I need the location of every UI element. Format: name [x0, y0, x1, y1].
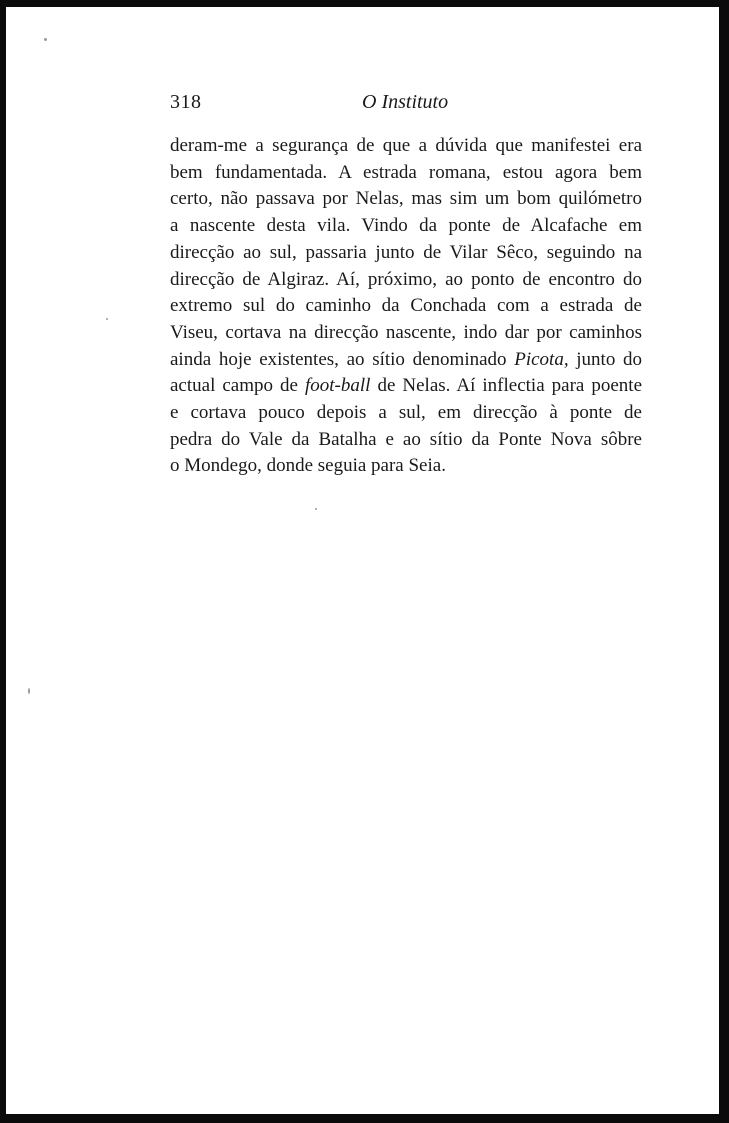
- text-line: actual campo de foot-ball de Nelas. Aí inflectia para poente: [170, 375, 642, 397]
- text-line: direcção ao sul, passaria junto de Vilar Sêco, seguindo na: [170, 241, 642, 263]
- text-line: ainda hoje existentes, ao sítio denominado Picota, junto do: [170, 348, 642, 370]
- text-line: direcção de Algiraz. Aí, próximo, ao ponto de encontro do: [170, 268, 642, 290]
- text-line: e cortava pouco depois a sul, em direcção à ponte de: [170, 402, 642, 424]
- text-line: pedra do Vale da Batalha e ao sítio da Ponte Nova sôbre: [170, 428, 642, 450]
- running-title: O Instituto: [362, 91, 449, 113]
- scan-speck: [106, 318, 108, 320]
- body-text: [170, 133, 642, 480]
- text-line: bem fundamentada. A estrada romana, estou agora bem: [170, 161, 642, 183]
- text-line: certo, não passava por Nelas, mas sim um bom quilómetro: [170, 188, 642, 210]
- scan-speck: [315, 508, 317, 510]
- scan-speck: [44, 38, 47, 41]
- italic-term: foot-ball: [304, 375, 371, 397]
- text-line: Viseu, cortava na direcção nascente, indo dar por caminhos: [170, 321, 642, 343]
- page-number: 318: [170, 91, 202, 113]
- text-line-last: o Mondego, donde seguia para Seia.: [170, 455, 446, 477]
- text-line: a nascente desta vila. Vindo da ponte de Alcafache em: [170, 215, 642, 237]
- text-line: extremo sul do caminho da Conchada com a estrada de: [170, 295, 642, 317]
- text-line: deram-me a segurança de que a dúvida que manifestei era: [170, 135, 642, 156]
- italic-place-name: Picota,: [514, 348, 569, 370]
- scan-speck: [28, 688, 30, 694]
- page-header: [170, 90, 642, 118]
